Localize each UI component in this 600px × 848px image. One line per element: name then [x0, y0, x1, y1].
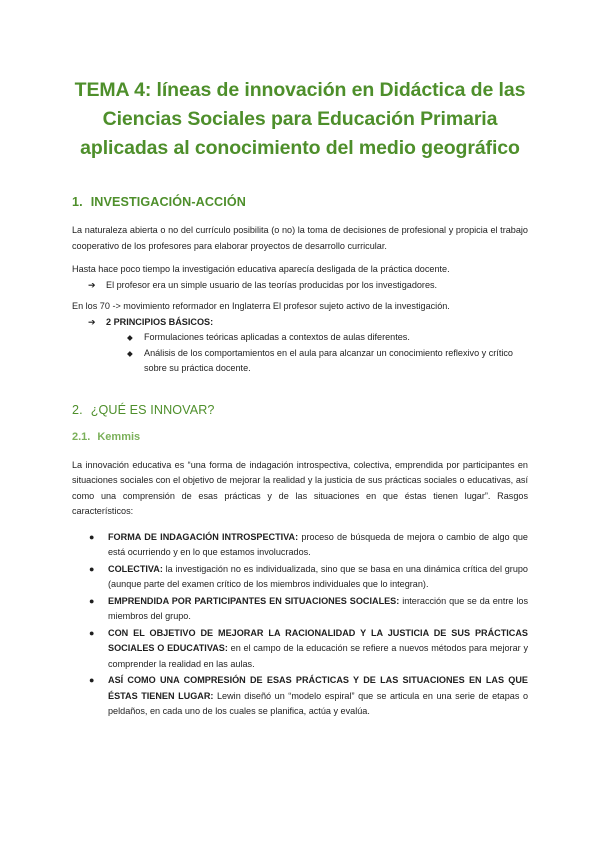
arrow-item-text: 2 PRINCIPIOS BÁSICOS: [106, 316, 214, 327]
diamond-icon: ◆ [127, 333, 133, 342]
trait-label: ASÍ COMO UNA COMPRESIÓN DE ESAS PRÁCTICAS Y DE LAS SITUACIONES EN LAS QUE ÉSTAS TIENEN LUGAR: [108, 675, 528, 701]
paragraph: La naturaleza abierta o no del currículo posibilita (o no) la toma de decisiones de profesional y propicia el trabajo cooperativo de los profesores para elaborar proyectos de desarrollo curricular. [72, 225, 528, 251]
section-heading-2 [72, 403, 528, 417]
bullet-icon: ● [89, 627, 95, 638]
trait-text: Lewin diseñó un “modelo espiral” que se articula en una serie de etapas o peldaños, en cada uno de los cuales se planifica, actúa y evalúa. [108, 690, 529, 716]
subsection-number: 2.1. [72, 430, 91, 443]
bullet-icon: ● [89, 531, 95, 542]
arrow-list-item [72, 315, 528, 331]
trait-text: la investigación no es individualizada, sino que se basa en una dinámica crítica del grupo (aunque parte del examen crítico de los miembros individuales que lo integran). [108, 563, 528, 589]
document-title: TEMA 4: líneas de innovación en Didáctica de las Ciencias Sociales para Educación Primaria aplicadas al conocimiento del medio geográfico [74, 79, 526, 159]
trait-text: interacción que se da entre los miembros del grupo. [108, 595, 528, 621]
section-title: INVESTIGACIÓN-ACCIÓN [90, 195, 246, 209]
section-number: 1. [72, 195, 83, 209]
arrow-list-item [72, 278, 528, 294]
paragraph: Hasta hace poco tiempo la investigación educativa aparecía desligada de la práctica docente. [72, 264, 450, 274]
bullet-icon: ● [89, 675, 95, 685]
trait-label: FORMA DE INDAGACIÓN INTROSPECTIVA: [108, 531, 299, 542]
list-item [72, 594, 528, 625]
paragraph: En los 70 -> movimiento reformador en Inglaterra El profesor sujeto activo de la investigación. [72, 301, 450, 311]
section-number: 2. [72, 402, 83, 417]
arrow-icon: ➔ [88, 316, 96, 327]
list-item [72, 626, 528, 673]
arrow-item-text: El profesor era un simple usuario de las teorías producidas por los investigadores. [106, 279, 438, 290]
trait-text: proceso de búsqueda de mejora o cambio de algo que está ocurriendo y en lo que estamos involucrados. [108, 531, 528, 557]
subsection-title: Kemmis [97, 430, 141, 443]
arrow-icon: ➔ [88, 279, 96, 290]
principle-item [72, 330, 528, 346]
diamond-icon: ◆ [127, 348, 133, 358]
trait-label: COLECTIVA: [108, 563, 163, 574]
section-heading-1 [72, 195, 528, 209]
paragraph: La innovación educativa es “una forma de indagación introspectiva, colectiva, emprendida por participantes en situaciones sociales con el objetivo de mejorar la realidad y la justicia de sus prácticas sociales o educativas, así como una comprensión de esas prácticas y de las situaciones en que éstas tienen lugar”. Rasgos característicos: [72, 459, 528, 516]
bullet-icon: ● [89, 563, 95, 574]
list-item [72, 530, 528, 561]
bullet-icon: ● [89, 595, 95, 606]
principle-text: Formulaciones teóricas aplicadas a contextos de aulas diferentes. [144, 332, 410, 342]
trait-label: EMPRENDIDA POR PARTICIPANTES EN SITUACIONES SOCIALES: [108, 595, 400, 606]
traits-list [72, 530, 528, 720]
list-item [72, 673, 528, 720]
trait-text: en el campo de la educación se refiere a nuevos métodos para mejorar y comprender la realidad en las aulas. [108, 643, 528, 669]
principle-item [72, 346, 528, 377]
section-title: ¿QUÉ ES INNOVAR? [90, 402, 215, 417]
subsection-heading [72, 431, 528, 443]
principle-text: Análisis de los comportamientos en el aula para alcanzar un conocimiento reflexivo y crítico sobre su práctica docente. [144, 347, 513, 373]
list-item [72, 562, 528, 593]
trait-label: CON EL OBJETIVO DE MEJORAR LA RACIONALIDAD Y LA JUSTICIA DE SUS PRÁCTICAS SOCIALES O EDUCATIVAS: [108, 627, 528, 653]
